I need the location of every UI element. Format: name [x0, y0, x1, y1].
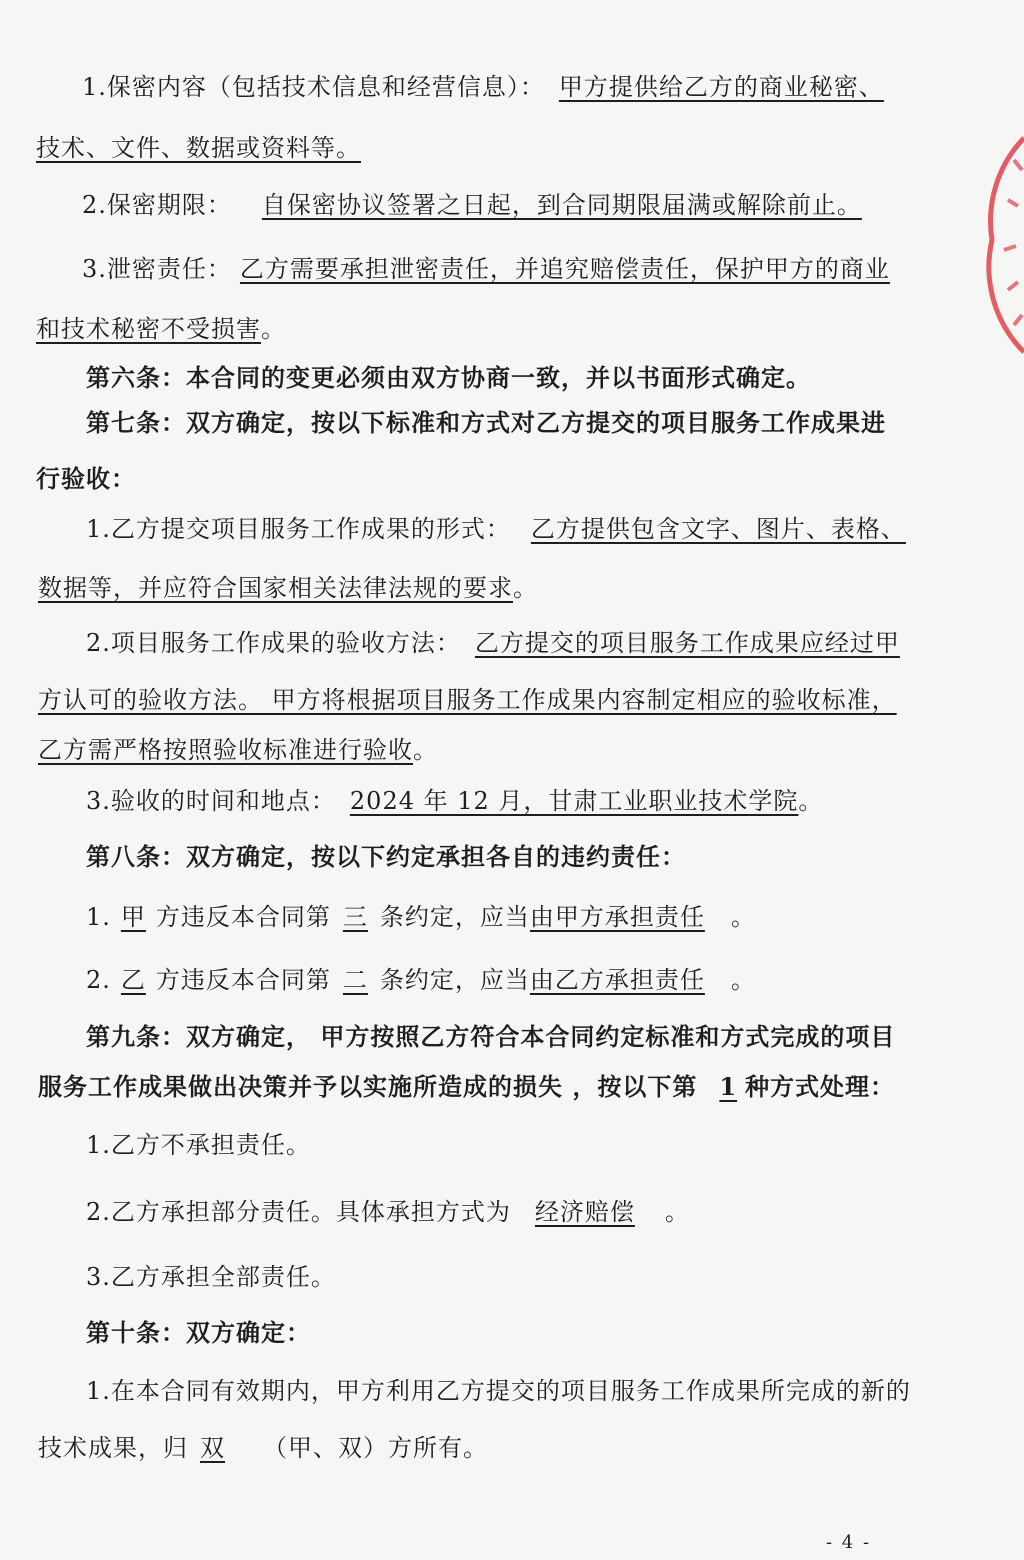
confidential-content [82, 72, 884, 102]
seal-stamp-graphic [984, 130, 1024, 360]
filled-value: 1 [719, 1072, 738, 1101]
acceptance-method [86, 628, 900, 658]
article-10: 第十条：双方确定： [86, 1318, 311, 1347]
filled-value: 乙方提交的项目服务工作成果应经过甲 [474, 629, 900, 657]
acceptance-method-cont [38, 685, 897, 715]
deliverable-form-cont: 数据等，并应符合国家相关法律法规的要求。 [38, 574, 538, 602]
filled-value: 经济赔偿 [534, 1198, 635, 1226]
page-number: - 4 - [826, 1532, 872, 1553]
article-6: 第六条：本合同的变更必须由双方协商一致，并以书面形式确定。 [86, 363, 811, 392]
acceptance-time-place: 3.验收的时间和地点： 2024 年 12 月，甘肃工业职业技术学院。 [86, 787, 824, 815]
deliverable-form [86, 514, 906, 544]
filled-value: 三 [342, 903, 368, 931]
filled-value: 乙方需要承担泄密责任，并追究赔偿责任，保护甲方的商业 [239, 255, 890, 283]
leak-liability [82, 254, 890, 284]
filled-value: 2024 年 12 月，甘肃工业职业技术学院 [349, 787, 799, 815]
breach-party-a: 1. 甲 方违反本合同第 三 条约定，应当由甲方承担责任 。 [86, 903, 756, 931]
acceptance-method-cont2: 乙方需严格按照验收标准进行验收。 [38, 736, 438, 764]
option-2: 2.乙方承担部分责任。具体承担方式为 经济赔偿 。 [86, 1198, 690, 1226]
article-9: 第九条：双方确定， 甲方按照乙方符合本合同约定标准和方式完成的项目 [86, 1022, 896, 1051]
item-label: 2.保密期限： [82, 191, 232, 219]
ip-ownership: 1.在本合同有效期内，甲方利用乙方提交的项目服务工作成果所完成的新的 [86, 1377, 911, 1405]
filled-value: 二 [342, 966, 368, 994]
leak-liability-cont: 和技术秘密不受损害。 [36, 315, 286, 343]
filled-value: 数据等，并应符合国家相关法律法规的要求 [38, 574, 513, 602]
filled-value: 双 [200, 1434, 225, 1462]
item-label: 2.项目服务工作成果的验收方法： [86, 629, 461, 657]
item-label: 1.保密内容（包括技术信息和经营信息）： [82, 73, 545, 101]
filled-value: 方认可的验收方法。 甲方将根据项目服务工作成果内容制定相应的验收标准， [38, 686, 897, 714]
filled-value: 乙 [120, 966, 146, 994]
breach-party-b: 2. 乙 方违反本合同第 二 条约定，应当由乙方承担责任 。 [86, 966, 756, 994]
article-8: 第八条：双方确定，按以下约定承担各自的违约责任： [86, 842, 686, 871]
filled-value: 技术、文件、数据或资料等。 [36, 134, 361, 162]
confidential-content-cont [36, 133, 361, 163]
ip-ownership-cont: 技术成果，归 双 （甲、双）方所有。 [38, 1434, 488, 1462]
item-label: 1.乙方提交项目服务工作成果的形式： [86, 515, 511, 543]
option-3: 3.乙方承担全部责任。 [86, 1263, 336, 1291]
filled-value: 乙方需严格按照验收标准进行验收 [38, 736, 413, 764]
item-label: 3.验收的时间和地点： [86, 787, 336, 815]
article-7: 第七条：双方确定，按以下标准和方式对乙方提交的项目服务工作成果进 [86, 408, 886, 437]
article-9-cont: 服务工作成果做出决策并予以实施所造成的损失 ，按以下第 1 种方式处理： [38, 1072, 896, 1101]
item-label: 3.泄密责任： [82, 255, 232, 283]
filled-value: 甲 [120, 903, 146, 931]
filled-value: 由甲方承担责任 [529, 903, 705, 931]
confidential-period [82, 190, 862, 220]
seal-stamp [984, 130, 1024, 360]
filled-value: 和技术秘密不受损害 [36, 315, 261, 343]
filled-value: 由乙方承担责任 [529, 966, 705, 994]
article-7-cont: 行验收： [36, 464, 136, 493]
filled-value: 自保密协议签署之日起，到合同期限届满或解除前止。 [261, 191, 862, 219]
filled-value: 甲方提供给乙方的商业秘密、 [558, 73, 884, 101]
option-1: 1.乙方不承担责任。 [86, 1131, 311, 1159]
filled-value: 乙方提供包含文字、图片、表格、 [530, 515, 906, 543]
